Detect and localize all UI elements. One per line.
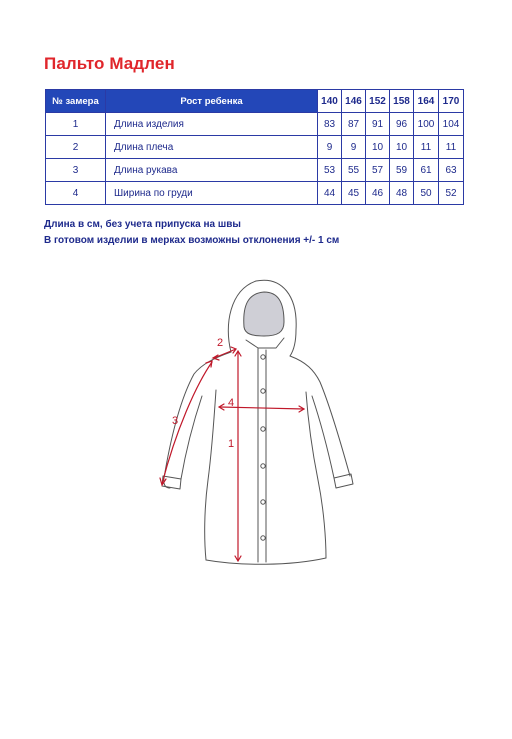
header-child-height: Рост ребенка xyxy=(106,90,318,113)
header-size: 152 xyxy=(366,90,390,113)
cell-value: 55 xyxy=(342,159,366,182)
cell-value: 59 xyxy=(390,159,414,182)
header-size: 146 xyxy=(342,90,366,113)
coat-outline xyxy=(162,280,353,564)
table-row xyxy=(46,136,464,159)
label-chest: 4 xyxy=(228,397,235,409)
row-name: Ширина по груди xyxy=(106,182,318,205)
header-size: 158 xyxy=(390,90,414,113)
cell-value: 45 xyxy=(342,182,366,205)
hood-lining xyxy=(244,292,284,336)
header-size: 140 xyxy=(318,90,342,113)
table-row xyxy=(46,182,464,205)
table-row xyxy=(46,113,464,136)
left-sleeve-inner xyxy=(181,396,202,479)
cell-value: 96 xyxy=(390,113,414,136)
cell-value: 9 xyxy=(318,136,342,159)
cell-value: 11 xyxy=(414,136,439,159)
note-line: В готовом изделии в мерках возможны отклонения +/- 1 см xyxy=(44,235,340,246)
cell-value: 100 xyxy=(414,113,439,136)
cell-value: 57 xyxy=(366,159,390,182)
row-number: 2 xyxy=(46,136,106,159)
button-icon xyxy=(261,389,265,393)
left-cuff xyxy=(162,476,181,489)
row-number: 3 xyxy=(46,159,106,182)
cell-value: 91 xyxy=(366,113,390,136)
cell-value: 50 xyxy=(414,182,439,205)
measurement-lines xyxy=(160,347,304,561)
table-row xyxy=(46,159,464,182)
cell-value: 104 xyxy=(439,113,464,136)
button-icon xyxy=(261,500,265,504)
right-sleeve-outer xyxy=(290,356,350,476)
right-side xyxy=(306,392,326,558)
header-size: 164 xyxy=(414,90,439,113)
row-name: Длина изделия xyxy=(106,113,318,136)
row-name: Длина рукава xyxy=(106,159,318,182)
header-measurement-number: № замера xyxy=(46,90,106,113)
size-chart-table xyxy=(45,89,464,205)
row-number: 4 xyxy=(46,182,106,205)
cell-value: 10 xyxy=(390,136,414,159)
row-number: 1 xyxy=(46,113,106,136)
table-header-row xyxy=(46,90,464,113)
button-icon xyxy=(261,427,265,431)
measure-line-sleeve xyxy=(162,362,212,484)
header-size: 170 xyxy=(439,90,464,113)
coat-diagram xyxy=(150,270,380,580)
cell-value: 46 xyxy=(366,182,390,205)
label-length: 1 xyxy=(228,438,235,450)
notes xyxy=(44,217,339,249)
cell-value: 53 xyxy=(318,159,342,182)
cell-value: 11 xyxy=(439,136,464,159)
cell-value: 10 xyxy=(366,136,390,159)
cell-value: 87 xyxy=(342,113,366,136)
label-shoulder: 2 xyxy=(217,337,224,349)
page-title: Пальто Мадлен xyxy=(44,54,175,73)
cell-value: 44 xyxy=(318,182,342,205)
button-icon xyxy=(261,536,265,540)
cell-value: 48 xyxy=(390,182,414,205)
cell-value: 83 xyxy=(318,113,342,136)
cell-value: 61 xyxy=(414,159,439,182)
cell-value: 9 xyxy=(342,136,366,159)
left-side xyxy=(205,390,216,560)
cell-value: 63 xyxy=(439,159,464,182)
note-line: Длина в см, без учета припуска на швы xyxy=(44,219,241,230)
buttons xyxy=(261,355,265,540)
label-sleeve: 3 xyxy=(172,415,179,427)
row-name: Длина плеча xyxy=(106,136,318,159)
button-icon xyxy=(261,355,265,359)
collar xyxy=(246,338,284,348)
button-icon xyxy=(261,464,265,468)
cell-value: 52 xyxy=(439,182,464,205)
